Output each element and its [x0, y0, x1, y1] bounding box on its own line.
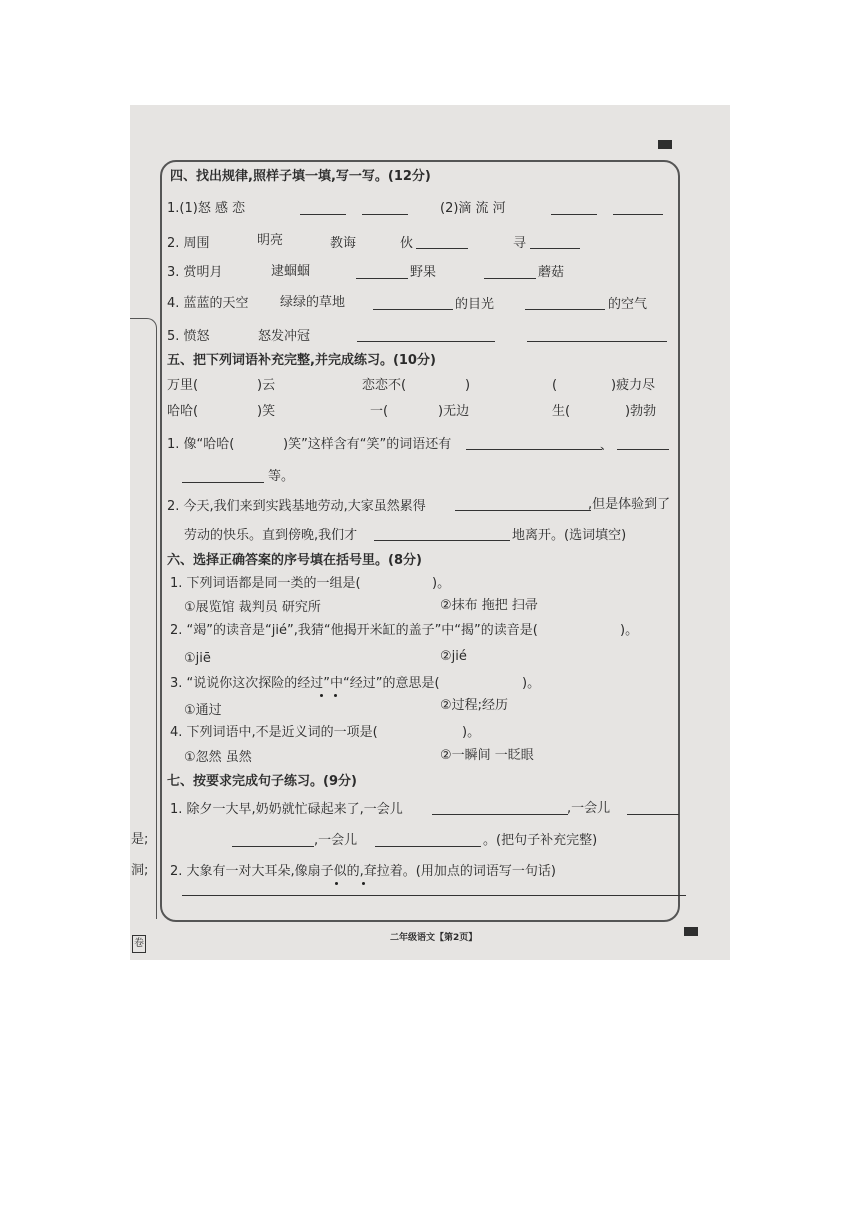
s5-q2-c: 劳动的快乐。直到傍晚,我们才	[184, 528, 358, 543]
s5-q1-blank2[interactable]	[617, 449, 669, 450]
s7-q1-c: ,一会儿	[314, 833, 358, 848]
s4-row3-blank2[interactable]	[484, 278, 536, 279]
s4-row4-b: 绿绿的草地	[280, 295, 346, 310]
s5-q2-blank1[interactable]	[455, 510, 591, 511]
s4-row2-b: 明亮	[257, 233, 284, 248]
s7-q2-answer-line[interactable]	[182, 895, 686, 896]
s4-row5-blank2[interactable]	[527, 341, 667, 342]
emphasis-dot	[335, 882, 338, 885]
s4-row4-blank2[interactable]	[525, 309, 605, 310]
s7-q1-blank4[interactable]	[375, 846, 481, 847]
s5-q2-b: ,但是体验到了	[588, 497, 671, 512]
s5-word1-b: )云	[257, 378, 276, 393]
s6-q1-opt1: ①展览馆 裁判员 研究所	[184, 600, 321, 615]
margin-text-1: 是;	[131, 832, 149, 847]
s5-q1-a: 1. 像“哈哈(	[167, 437, 235, 452]
s4-row3-b: 逮蝈蝈	[271, 264, 311, 279]
section-6-title: 六、选择正确答案的序号填在括号里。(8分)	[167, 553, 422, 568]
s6-q2: 2. “竭”的读音是“jié”,我猜“他揭开米缸的盖子”中“揭”的读音是(	[170, 623, 538, 638]
margin-text-3: 卷	[132, 935, 146, 953]
s7-q1-blank2[interactable]	[627, 814, 679, 815]
s5-word2-a: 恋恋不(	[362, 378, 407, 393]
s4-row5-a: 5. 愤怒	[167, 329, 210, 344]
s6-q2-end: )。	[620, 623, 639, 638]
s6-q3-opt1: ①通过	[184, 703, 222, 718]
s6-q2-opt2: ②jié	[440, 649, 467, 664]
binding-margin	[130, 318, 157, 919]
s5-q1-c: 、	[600, 438, 614, 453]
s5-word3-a: (	[552, 378, 558, 393]
s4-row1-blank1[interactable]	[300, 214, 346, 215]
s4-row2-blank1[interactable]	[416, 248, 468, 249]
s4-row1-blank3[interactable]	[551, 214, 597, 215]
s6-q2-opt1: ①jiē	[184, 651, 211, 666]
margin-text-2: 洞;	[131, 863, 149, 878]
emphasis-dot	[320, 694, 323, 697]
s4-row5-b: 怒发冲冠	[258, 329, 311, 344]
s6-q3-end: )。	[522, 676, 541, 691]
s6-q3-opt2: ②过程;经历	[440, 698, 509, 713]
s6-q4: 4. 下列词语中,不是近义词的一项是(	[170, 725, 378, 740]
s5-word2-b: )	[465, 378, 471, 393]
s5-word6-a: 生(	[552, 404, 571, 419]
s5-q1-b: )笑”这样含有“笑”的词语还有	[283, 437, 452, 452]
s6-q4-opt1: ①忽然 虽然	[184, 750, 252, 765]
s4-row1-left: 1.(1)怒 感 恋	[167, 201, 246, 216]
s4-row2-blank2[interactable]	[530, 248, 580, 249]
emphasis-dot	[334, 694, 337, 697]
s4-row5-blank1[interactable]	[357, 341, 495, 342]
s4-row1-blank2[interactable]	[362, 214, 408, 215]
s5-word5-b: )无边	[438, 404, 470, 419]
s4-row1-right: (2)滴 流 河	[440, 201, 506, 216]
page-footer: 二年级语文【第2页】	[390, 933, 478, 943]
section-5-title: 五、把下列词语补充完整,并完成练习。(10分)	[167, 353, 436, 368]
s4-row4-c: 的目光	[455, 297, 495, 312]
s6-q1: 1. 下列词语都是同一类的一组是(	[170, 576, 361, 591]
s6-q1-end: )。	[432, 576, 451, 591]
s4-row1-blank4[interactable]	[613, 214, 663, 215]
s7-q1-b: ,一会儿	[567, 801, 611, 816]
section-4-title: 四、找出规律,照样子填一填,写一写。(12分)	[170, 169, 431, 184]
s4-row4-a: 4. 蓝蓝的天空	[167, 296, 249, 311]
s6-q3: 3. “说说你这次探险的经过”中“经过”的意思是(	[170, 676, 440, 691]
s7-q1-blank3[interactable]	[232, 846, 314, 847]
s4-row2-e: 寻	[513, 236, 527, 251]
corner-mark-top	[658, 140, 672, 149]
s4-row2-c: 教诲	[330, 236, 357, 251]
emphasis-dot	[362, 882, 365, 885]
s7-q1-blank1[interactable]	[432, 814, 568, 815]
s5-word4-b: )笑	[257, 404, 276, 419]
s5-q1-blank1[interactable]	[466, 449, 602, 450]
s5-q1-blank3[interactable]	[182, 482, 264, 483]
s7-q1-a: 1. 除夕一大早,奶奶就忙碌起来了,一会儿	[170, 802, 403, 817]
s4-row4-d: 的空气	[608, 297, 648, 312]
s5-word3-b: )疲力尽	[611, 378, 656, 393]
s5-word4-a: 哈哈(	[167, 404, 199, 419]
corner-mark-bottom	[684, 927, 698, 936]
s4-row3-d: 蘑菇	[538, 265, 565, 280]
s4-row2-a: 2. 周围	[167, 236, 210, 251]
s7-q2: 2. 大象有一对大耳朵,像扇子似的,耷拉着。(用加点的词语写一句话)	[170, 864, 556, 879]
s4-row3-blank1[interactable]	[356, 278, 408, 279]
section-7-title: 七、按要求完成句子练习。(9分)	[167, 774, 357, 789]
s4-row3-a: 3. 赏明月	[167, 265, 223, 280]
s4-row3-c: 野果	[410, 265, 437, 280]
s5-word1-a: 万里(	[167, 378, 199, 393]
s5-q2-a: 2. 今天,我们来到实践基地劳动,大家虽然累得	[167, 499, 426, 514]
s5-q2-blank2[interactable]	[374, 540, 510, 541]
s6-q4-end: )。	[462, 725, 481, 740]
s5-word6-b: )勃勃	[625, 404, 657, 419]
s5-word5-a: 一(	[370, 404, 389, 419]
s4-row2-d: 伙	[400, 236, 414, 251]
s6-q1-opt2: ②抹布 拖把 扫帚	[440, 598, 538, 613]
s4-row4-blank1[interactable]	[373, 309, 453, 310]
s6-q4-opt2: ②一瞬间 一眨眼	[440, 748, 534, 763]
s7-q1-d: 。(把句子补充完整)	[483, 833, 598, 848]
s5-q1-d: 等。	[268, 469, 295, 484]
s5-q2-d: 地离开。(选词填空)	[512, 528, 627, 543]
